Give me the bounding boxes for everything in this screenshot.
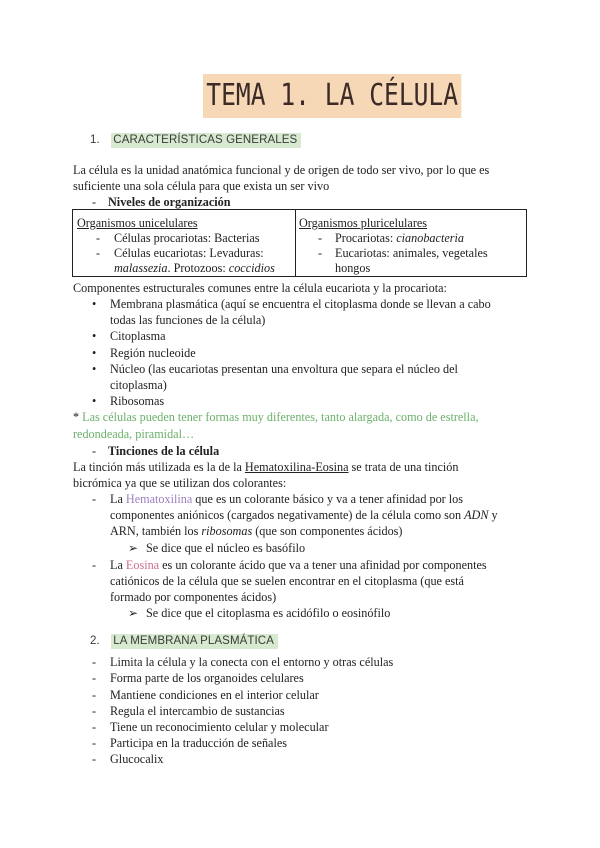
table-left-item-2b bbox=[114, 260, 275, 276]
table-right-item-1 bbox=[335, 230, 464, 246]
eosina-line-1 bbox=[110, 557, 487, 573]
table-right-item-2b: hongos bbox=[335, 261, 371, 275]
section-2-title: LA MEMBRANA PLASMÁTICA bbox=[111, 634, 278, 649]
hema-l2: componentes aniónicos (cargados negativamente) de la célula como son bbox=[110, 508, 465, 522]
section-1-title: CARACTERÍSTICAS GENERALES bbox=[111, 133, 301, 148]
mp-dash-4: - bbox=[92, 704, 97, 718]
componente-2: Citoplasma bbox=[110, 329, 166, 343]
section-2-number: 2. bbox=[90, 635, 100, 647]
bullet-3: • bbox=[92, 346, 97, 360]
section-1-number: 1. bbox=[90, 134, 100, 146]
bullet-2: • bbox=[92, 329, 97, 343]
mp-dash-5: - bbox=[92, 720, 97, 734]
tincion-l1c: se trata de una tinción bbox=[348, 460, 459, 474]
intro-line-2: suficiente una sola célula para que exista un ser vivo bbox=[73, 179, 330, 193]
mp-dash-2: - bbox=[92, 671, 97, 685]
bullet-4: • bbox=[92, 362, 97, 376]
procariotas-label: Procariotas: bbox=[335, 231, 397, 245]
protozoos-text: . Protozoos: bbox=[167, 261, 229, 275]
table-left-item-1: Células procariotas: Bacterias bbox=[114, 231, 260, 245]
hema-line-3 bbox=[110, 523, 402, 539]
nota-line-2: redondeada, piramidal… bbox=[73, 427, 195, 441]
section-2-heading bbox=[90, 635, 278, 647]
table-left-header: Organismos unicelulares bbox=[77, 216, 198, 230]
eosina-arrow-icon: ➢ bbox=[128, 606, 139, 620]
adn-word: ADN bbox=[464, 508, 489, 522]
mp-item-5: Tiene un reconocimiento celular y molecular bbox=[110, 720, 329, 734]
eosina-l1c: es un colorante ácido que va a tener una afinidad por componentes bbox=[159, 558, 487, 572]
componente-3: Región nucleoide bbox=[110, 346, 196, 360]
hema-line-2 bbox=[110, 507, 498, 523]
page-title: TEMA 1. LA CÉLULA bbox=[203, 74, 461, 118]
mp-dash-3: - bbox=[92, 688, 97, 702]
tinciones-dash: - bbox=[92, 444, 97, 458]
niveles-heading: Niveles de organización bbox=[108, 195, 231, 209]
hematoxilina-word: Hematoxilina bbox=[125, 492, 193, 506]
table-right-dash-1: - bbox=[318, 231, 323, 245]
niveles-dash: - bbox=[92, 195, 97, 209]
intro-line-1: La célula es la unidad anatómica funcional y de origen de todo ser vivo, por lo que es bbox=[73, 163, 490, 177]
hema-l1c: que es un colorante básico y va a tener afinidad por los bbox=[192, 492, 463, 506]
mp-item-6: Participa en la traducción de señales bbox=[110, 736, 287, 750]
tincion-l1b: Hematoxilina-Eosina bbox=[244, 460, 349, 474]
hema-arrow-icon: ➢ bbox=[128, 541, 139, 555]
eosina-l1a: La bbox=[110, 558, 126, 572]
mp-item-7: Glucocalix bbox=[110, 752, 164, 766]
bullet-1: • bbox=[92, 297, 97, 311]
componente-1a: Membrana plasmática (aquí se encuentra el citoplasma donde se llevan a cabo bbox=[110, 297, 491, 311]
table-left-dash-1: - bbox=[96, 231, 101, 245]
bullet-5: • bbox=[92, 394, 97, 408]
mp-dash-6: - bbox=[92, 736, 97, 750]
mp-item-1: Limita la célula y la conecta con el entorno y otras células bbox=[110, 655, 394, 669]
hema-l2c: y bbox=[488, 508, 498, 522]
coccidios-text: coccidios bbox=[228, 261, 275, 275]
componente-4b: citoplasma) bbox=[110, 378, 167, 392]
tincion-l1a: La tinción más utilizada es la de la bbox=[73, 460, 245, 474]
nota-star: * bbox=[73, 410, 83, 424]
cianobacteria-text: cianobacteria bbox=[396, 231, 464, 245]
hema-l1a: La bbox=[110, 492, 126, 506]
section-1-heading bbox=[90, 134, 301, 146]
nota-line-1 bbox=[73, 409, 479, 425]
table-left-dash-2: - bbox=[96, 246, 101, 260]
eosina-word: Eosina bbox=[125, 558, 160, 572]
table-divider bbox=[295, 210, 296, 276]
hema-l3c: (que son componentes ácidos) bbox=[252, 524, 403, 538]
componente-5: Ribosomas bbox=[110, 394, 165, 408]
mp-dash-7: - bbox=[92, 752, 97, 766]
tinciones-heading: Tinciones de la célula bbox=[108, 444, 220, 458]
hema-line-1 bbox=[110, 491, 463, 507]
mp-dash-1: - bbox=[92, 655, 97, 669]
table-left-item-2a: Células eucariotas: Levaduras: bbox=[114, 246, 264, 260]
mp-item-2: Forma parte de los organoides celulares bbox=[110, 671, 304, 685]
hema-l3a: ARN, también los bbox=[110, 524, 202, 538]
componente-4a: Núcleo (las eucariotas presentan una envoltura que separa el núcleo del bbox=[110, 362, 458, 376]
eosina-arrow-text: Se dice que el citoplasma es acidófilo o eosinófilo bbox=[146, 606, 391, 620]
nota-text-1: Las células pueden tener formas muy diferentes, tanto alargada, como de estrella, bbox=[82, 410, 479, 424]
title-wrap bbox=[203, 74, 518, 118]
tincion-line-2: bicrómica ya que se utilizan dos colorantes: bbox=[73, 476, 287, 490]
eosina-line-3: formado por componentes ácidos) bbox=[110, 590, 277, 604]
tincion-line-1 bbox=[73, 459, 459, 475]
ribosomas-word: ribosomas bbox=[201, 524, 253, 538]
hema-dash: - bbox=[92, 492, 97, 506]
table-right-header: Organismos pluricelulares bbox=[299, 216, 428, 230]
mp-item-3: Mantiene condiciones en el interior celular bbox=[110, 688, 319, 702]
eosina-line-2: catiónicos de la célula que se suelen encontrar en el citoplasma (que está bbox=[110, 574, 464, 588]
eosina-dash: - bbox=[92, 558, 97, 572]
componentes-intro: Componentes estructurales comunes entre la célula eucariota y la procariota: bbox=[73, 281, 447, 295]
table-right-item-2a: Eucariotas: animales, vegetales bbox=[335, 246, 488, 260]
malassezia-text: malassezia bbox=[114, 261, 168, 275]
mp-item-4: Regula el intercambio de sustancias bbox=[110, 704, 285, 718]
hema-arrow-text: Se dice que el núcleo es basófilo bbox=[146, 541, 306, 555]
componente-1b: todas las funciones de la célula) bbox=[110, 313, 266, 327]
table-right-dash-2: - bbox=[318, 246, 323, 260]
